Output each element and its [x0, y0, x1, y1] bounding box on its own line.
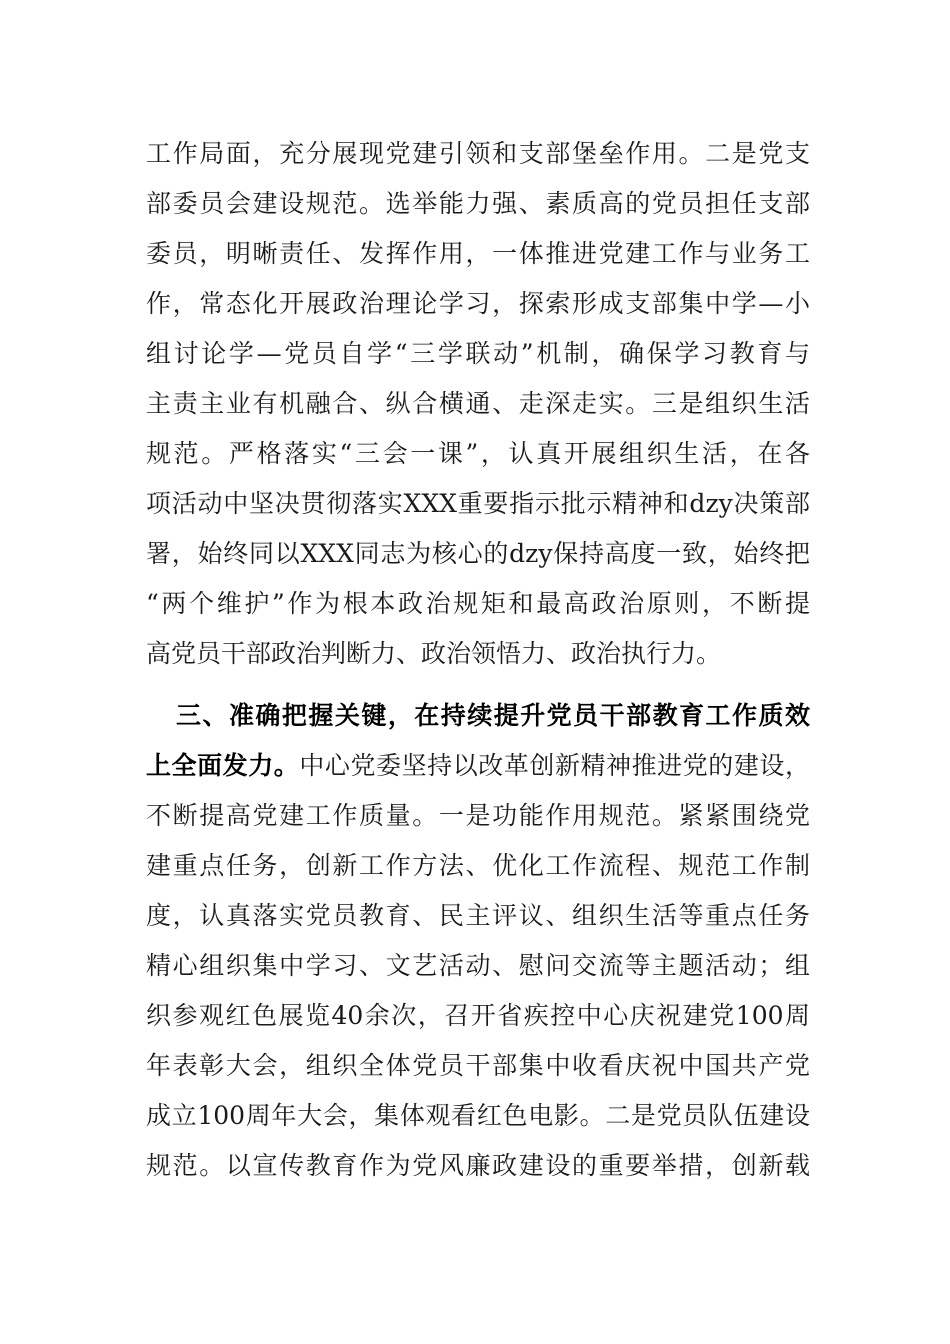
text-line: 主责主业有机融合、纵合横通、走深走实。三是组织生活 [146, 389, 810, 418]
section-heading: 三、准确把握关键，在持续提升党员干部教育工作质效 [176, 701, 810, 730]
text-line: 部委员会建设规范。选举能力强、素质高的党员担任支部 [146, 189, 810, 218]
text-line: 织参观红色展览40余次，召开省疾控中心庆祝建党100周 [146, 1001, 810, 1030]
text-line: 成立100周年大会，集体观看红色电影。二是党员队伍建设 [146, 1101, 810, 1130]
text-line: 高党员干部政治判断力、政治领悟力、政治执行力。 [146, 639, 722, 668]
section-heading-continued: 上全面发力。 [146, 751, 300, 780]
text-line: 作，常态化开展政治理论学习，探索形成支部集中学—小 [146, 289, 810, 318]
text-line: 建重点任务，创新工作方法、优化工作流程、规范工作制 [146, 851, 810, 880]
text-line: 委员，明晰责任、发挥作用，一体推进党建工作与业务工 [146, 239, 810, 268]
text-line: 规范。严格落实“三会一课”，认真开展组织生活，在各 [146, 439, 810, 468]
text-line: 署，始终同以XXX同志为核心的dzy保持高度一致，始终把 [146, 539, 810, 568]
text-line: 精心组织集中学习、文艺活动、慰问交流等主题活动；组 [146, 951, 810, 980]
text-line: “两个维护”作为根本政治规矩和最高政治原则，不断提 [146, 589, 810, 618]
text-line-rest: 中心党委坚持以改革创新精神推进党的建设， [299, 751, 810, 780]
text-line: 组讨论学—党员自学“三学联动”机制，确保学习教育与 [146, 339, 810, 368]
text-line: 项活动中坚决贯彻落实XXX重要指示批示精神和dzy决策部 [146, 489, 810, 518]
text-line: 年表彰大会，组织全体党员干部集中收看庆祝中国共产党 [146, 1051, 810, 1080]
text-line: 度，认真落实党员教育、民主评议、组织生活等重点任务 [146, 901, 810, 930]
text-line: 不断提高党建工作质量。一是功能作用规范。紧紧围绕党 [146, 801, 810, 830]
text-line-mixed [146, 746, 810, 786]
text-line: 规范。以宣传教育作为党风廉政建设的重要举措，创新载 [146, 1151, 810, 1180]
text-line: 工作局面，充分展现党建引领和支部堡垒作用。二是党支 [146, 139, 810, 168]
